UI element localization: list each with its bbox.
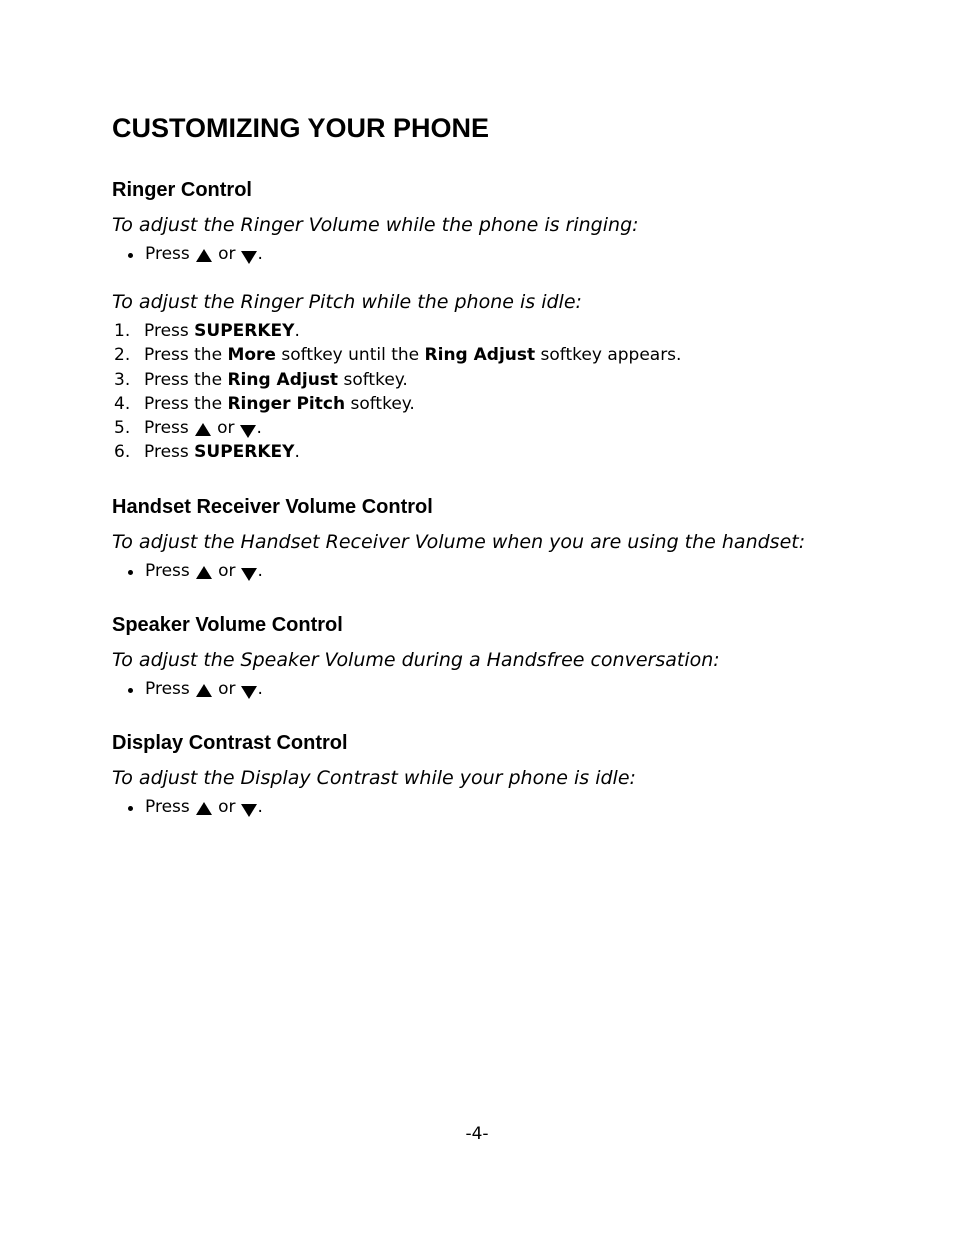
list-item bbox=[112, 242, 812, 266]
period-text: . bbox=[256, 418, 262, 439]
press-text: Press bbox=[145, 244, 190, 264]
section-heading: Speaker Volume Control bbox=[112, 613, 343, 636]
key-name: Ring Adjust bbox=[227, 369, 339, 390]
display-intro: To adjust the Display Contrast while your phone is idle: bbox=[112, 766, 636, 789]
step-number: 1. bbox=[114, 321, 131, 341]
list-item bbox=[112, 416, 812, 440]
down-arrow-icon bbox=[241, 804, 257, 817]
speaker-steps bbox=[112, 677, 812, 701]
step-text: Press the bbox=[144, 345, 223, 366]
ringer-pitch-steps bbox=[112, 319, 812, 465]
up-arrow-icon bbox=[195, 423, 211, 436]
list-item bbox=[112, 368, 812, 392]
press-text: Press bbox=[145, 678, 190, 699]
key-name: More bbox=[227, 345, 276, 366]
section-heading: Ringer Control bbox=[112, 179, 252, 201]
ringer-volume-intro: To adjust the Ringer Volume while the phone is ringing: bbox=[112, 214, 639, 236]
or-text: or bbox=[218, 796, 236, 817]
press-text: Press bbox=[145, 796, 190, 817]
or-text: or bbox=[218, 560, 236, 581]
list-item bbox=[112, 343, 812, 367]
list-item bbox=[112, 677, 812, 701]
section-speaker-volume bbox=[112, 612, 812, 701]
step-number: 2. bbox=[114, 345, 131, 366]
list-item bbox=[112, 319, 812, 343]
page-title: CUSTOMIZING YOUR PHONE bbox=[112, 113, 490, 143]
section-display-contrast bbox=[112, 730, 812, 819]
or-text: or bbox=[217, 418, 235, 439]
down-arrow-icon bbox=[241, 568, 257, 581]
key-name: SUPERKEY bbox=[194, 442, 295, 463]
step-number: 6. bbox=[114, 442, 131, 463]
period-text: . bbox=[257, 560, 263, 581]
or-text: or bbox=[218, 244, 236, 264]
up-arrow-icon bbox=[196, 566, 212, 579]
down-arrow-icon bbox=[240, 425, 256, 438]
speaker-intro: To adjust the Speaker Volume during a Handsfree conversation: bbox=[112, 648, 720, 671]
section-heading: Display Contrast Control bbox=[112, 731, 348, 754]
list-item bbox=[112, 795, 812, 819]
step-number: 5. bbox=[114, 418, 131, 439]
step-text: Press the bbox=[144, 393, 223, 414]
key-name: SUPERKEY bbox=[194, 321, 295, 341]
list-item bbox=[112, 559, 812, 583]
step-text: softkey appears. bbox=[540, 345, 682, 366]
handset-intro: To adjust the Handset Receiver Volume when you are using the handset: bbox=[112, 530, 806, 553]
or-text: or bbox=[218, 678, 236, 699]
key-name: Ringer Pitch bbox=[227, 393, 346, 414]
list-item bbox=[112, 392, 812, 416]
up-arrow-icon bbox=[196, 249, 212, 262]
ringer-pitch-intro: To adjust the Ringer Pitch while the phone is idle: bbox=[112, 291, 582, 313]
section-ringer-control bbox=[112, 177, 812, 465]
step-number: 3. bbox=[114, 369, 131, 390]
down-arrow-icon bbox=[241, 686, 257, 699]
press-text: Press bbox=[145, 560, 190, 581]
section-heading: Handset Receiver Volume Control bbox=[112, 495, 433, 518]
period-text: . bbox=[257, 796, 263, 817]
up-arrow-icon bbox=[196, 684, 212, 697]
step-number: 4. bbox=[114, 393, 131, 414]
display-steps bbox=[112, 795, 812, 819]
step-text: Press bbox=[144, 418, 189, 439]
handset-steps bbox=[112, 559, 812, 583]
up-arrow-icon bbox=[196, 802, 212, 815]
section-handset-volume bbox=[112, 494, 812, 583]
step-text: . bbox=[294, 321, 300, 341]
step-text: Press the bbox=[144, 369, 223, 390]
manual-page bbox=[112, 110, 812, 848]
step-text: Press bbox=[144, 321, 189, 341]
step-text: . bbox=[294, 442, 300, 463]
step-text: Press bbox=[144, 442, 189, 463]
step-text: softkey. bbox=[343, 369, 408, 390]
step-text: softkey. bbox=[350, 393, 415, 414]
page-number: -4- bbox=[465, 1124, 489, 1144]
ringer-volume-steps bbox=[112, 242, 812, 266]
period-text: . bbox=[257, 678, 263, 699]
step-text: softkey until the bbox=[281, 345, 420, 366]
key-name: Ring Adjust bbox=[424, 345, 536, 366]
list-item bbox=[112, 440, 812, 464]
down-arrow-icon bbox=[241, 251, 257, 264]
period-text: . bbox=[257, 244, 263, 264]
